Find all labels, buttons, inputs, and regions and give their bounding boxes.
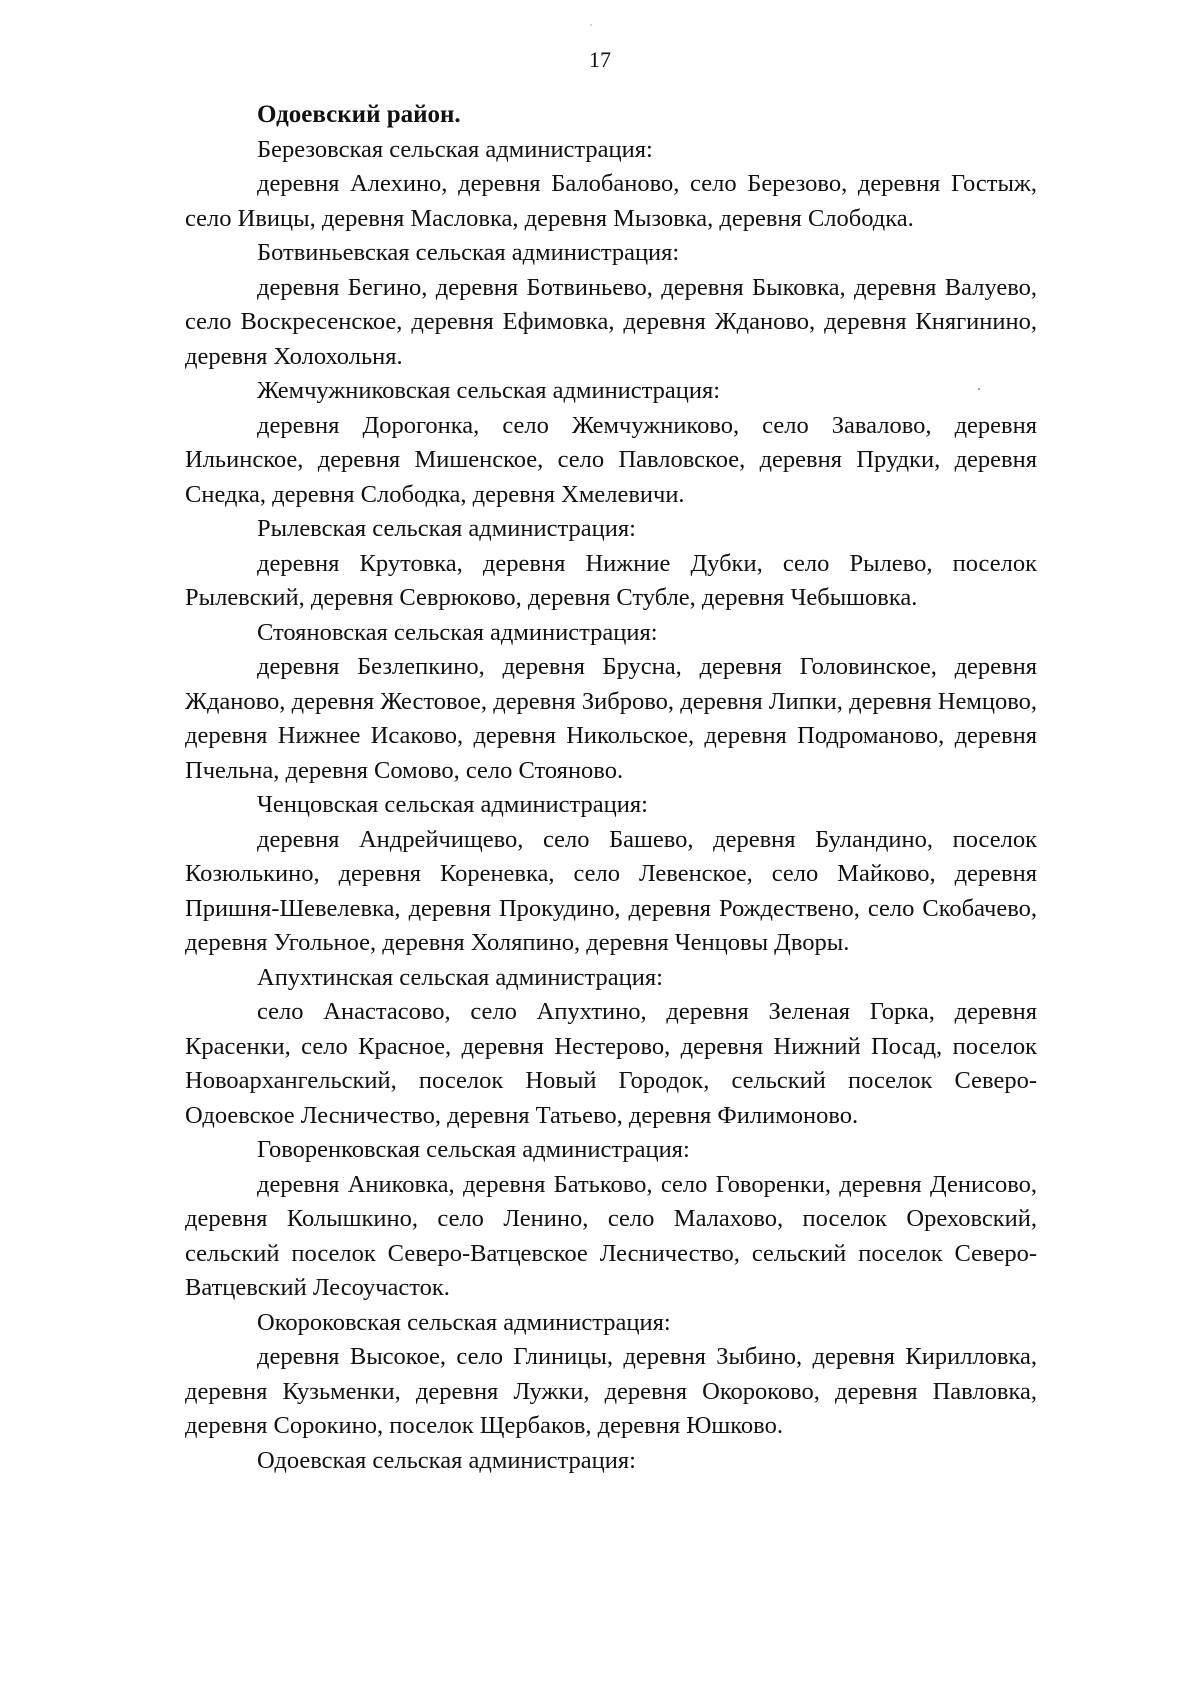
- settlements-list: село Анастасово, село Апухтино, деревня Зеленая Горка, деревня Красенки, село Красное, деревня Нестерово, деревня Нижний Посад, поселок Новоархангельский, поселок Новый Городок, сельский поселок Северо-Одоевское Лесничество, деревня Татьево, деревня Филимоново.: [185, 998, 1037, 1129]
- settlements-list: деревня Дорогонка, село Жемчужниково, село Завалово, деревня Ильинское, деревня Мишенское, село Павловское, деревня Прудки, деревня Снедка, деревня Слободка, деревня Хмелевичи.: [185, 411, 1037, 508]
- administration-name: Ченцовская сельская администрация:: [257, 791, 648, 818]
- administration-block: [185, 512, 1037, 616]
- administration-name: Одоевская сельская администрация:: [257, 1446, 636, 1474]
- administration-block: [185, 961, 1037, 1134]
- administration-name: Говоренковская сельская администрация:: [257, 1136, 690, 1163]
- administration-name: Ботвиньевская сельская администрация:: [257, 239, 680, 266]
- administration-block: [185, 616, 1037, 789]
- administration-name: Стояновская сельская администрация:: [257, 618, 658, 646]
- district-title: Одоевский район.: [257, 101, 461, 128]
- settlements-list: деревня Аниковка, деревня Батьково, село Говоренки, деревня Денисово, деревня Колышкино, село Ленино, село Малахово, поселок Ореховский, сельский поселок Северо-Ватцевское Лесничество, сельский поселок Северо-Ватцевский Лесоучасток.: [185, 1170, 1037, 1301]
- administration-block: [185, 788, 1037, 961]
- administration-name: Окороковская сельская администрация:: [257, 1308, 671, 1336]
- administration-block: [185, 133, 1037, 237]
- administration-block: [185, 1306, 1037, 1444]
- administration-block: [185, 236, 1037, 374]
- settlements-list: деревня Бегино, деревня Ботвиньево, деревня Быковка, деревня Валуево, село Воскресенское, деревня Ефимовка, деревня Жданово, деревня Княгинино, деревня Холохольня.: [185, 273, 1037, 370]
- administration-block: [185, 1133, 1037, 1306]
- settlements-list: деревня Безлепкино, деревня Брусна, деревня Головинское, деревня Жданово, деревня Жестовое, деревня Зиброво, деревня Липки, деревня Немцово, деревня Нижнее Исаково, деревня Никольское, деревня Подроманово, деревня Пчельна, деревня Сомово, село Стояново.: [185, 653, 1037, 784]
- administration-block: [185, 1444, 1037, 1479]
- administration-name: Жемчужниковская сельская администрация:: [257, 377, 721, 404]
- settlements-list: деревня Крутовка, деревня Нижние Дубки, село Рылево, поселок Рылевский, деревня Севрюково, деревня Стубле, деревня Чебышовка.: [185, 549, 1037, 611]
- settlements-list: деревня Алехино, деревня Балобаново, село Березово, деревня Гостыж, село Ивицы, деревня Масловка, деревня Мызовка, деревня Слободка.: [185, 170, 1037, 232]
- administration-block: [185, 374, 1037, 512]
- settlements-list: деревня Высокое, село Глиницы, деревня Зыбино, деревня Кирилловка, деревня Кузьменки, деревня Лужки, деревня Окороково, деревня Павловка, деревня Сорокино, поселок Щербаков, деревня Юшково.: [185, 1343, 1037, 1439]
- settlements-list: деревня Андрейчищево, село Башево, деревня Буландино, поселок Козюлькино, деревня Кореневка, село Левенское, село Майково, деревня Пришня-Шевелевка, деревня Прокудино, деревня Рождествено, село Скобачево, деревня Угольное, деревня Холяпино, деревня Ченцовы Дворы.: [185, 825, 1037, 956]
- administration-name: Рылевская сельская администрация:: [257, 515, 636, 542]
- page-number: 17: [589, 47, 611, 72]
- scan-speck: [590, 24, 592, 26]
- administration-name: Березовская сельская администрация:: [257, 135, 653, 163]
- administration-name: Апухтинская сельская администрация:: [257, 963, 663, 991]
- document-body: [185, 98, 1037, 1478]
